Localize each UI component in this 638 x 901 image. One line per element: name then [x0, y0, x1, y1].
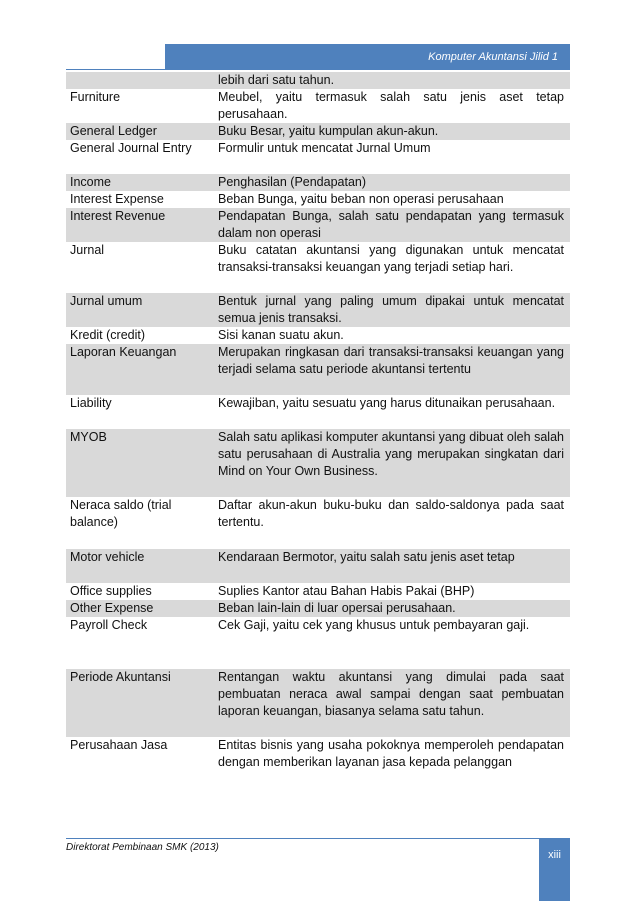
glossary-term: MYOB	[70, 430, 107, 444]
glossary-row	[66, 123, 570, 140]
header-divider	[66, 69, 570, 70]
glossary-definition: Meubel, yaitu termasuk salah satu jenis aset tetap perusahaan.	[218, 90, 564, 121]
glossary-definition: Kendaraan Bermotor, yaitu salah satu jenis aset tetap	[218, 550, 515, 564]
glossary-row	[66, 429, 570, 497]
glossary-term: Interest Revenue	[70, 209, 166, 223]
glossary-row	[66, 174, 570, 191]
glossary-row	[66, 583, 570, 600]
glossary-row	[66, 327, 570, 344]
glossary-row	[66, 293, 570, 327]
glossary-definition: Penghasilan (Pendapatan)	[218, 175, 367, 189]
glossary-term	[70, 72, 218, 89]
glossary-term: Laporan Keuangan	[70, 345, 177, 359]
glossary-definition: Buku Besar, yaitu kumpulan akun-akun.	[218, 124, 439, 138]
glossary-definition: Daftar akun-akun buku-buku dan saldo-saldonya pada saat tertentu.	[218, 498, 564, 529]
glossary-row	[66, 395, 570, 429]
glossary-definition: Cek Gaji, yaitu cek yang khusus untuk pembayaran gaji.	[218, 618, 530, 632]
glossary-row	[66, 737, 570, 788]
glossary-definition: Kewajiban, yaitu sesuatu yang harus ditunaikan perusahaan.	[218, 396, 556, 410]
glossary-table	[66, 72, 570, 788]
glossary-definition: Beban lain-lain di luar opersai perusahaan.	[218, 601, 456, 615]
glossary-definition: lebih dari satu tahun.	[218, 73, 335, 87]
header-title: Komputer Akuntansi Jilid 1	[428, 51, 558, 63]
page-header	[165, 44, 570, 70]
glossary-row	[66, 208, 570, 242]
glossary-definition: Buku catatan akuntansi yang digunakan untuk mencatat transaksi-transaksi keuangan yang terjadi setiap hari.	[218, 243, 564, 274]
footer-publisher: Direktorat Pembinaan SMK (2013)	[66, 842, 219, 853]
glossary-term: Office supplies	[70, 584, 152, 598]
glossary-term: Kredit (credit)	[70, 328, 146, 342]
glossary-term: Periode Akuntansi	[70, 670, 171, 684]
glossary-term: Perusahaan Jasa	[70, 738, 168, 752]
glossary-term: Jurnal	[70, 243, 105, 257]
glossary-definition: Entitas bisnis yang usaha pokoknya memperoleh pendapatan dengan memberikan layanan jasa kepada pelanggan	[218, 738, 564, 769]
glossary-term: Jurnal umum	[70, 294, 143, 308]
glossary-definition: Pendapatan Bunga, salah satu pendapatan yang termasuk dalam non operasi	[218, 209, 564, 240]
glossary-row	[66, 600, 570, 617]
glossary-term: Payroll Check	[70, 618, 148, 632]
glossary-row	[66, 140, 570, 174]
footer-divider	[66, 838, 539, 839]
glossary-row	[66, 669, 570, 737]
page-number: xiii	[548, 849, 561, 861]
glossary-row	[66, 617, 570, 669]
glossary-row	[66, 497, 570, 549]
glossary-definition: Beban Bunga, yaitu beban non operasi perusahaan	[218, 192, 504, 206]
glossary-term: Furniture	[70, 90, 121, 104]
glossary-term: Motor vehicle	[70, 550, 145, 564]
glossary-definition: Salah satu aplikasi komputer akuntansi yang dibuat oleh salah satu perusahaan di Australia yang merupakan singkatan dari Mind on Your Own Business.	[218, 430, 564, 478]
glossary-term: Interest Expense	[70, 192, 164, 206]
glossary-definition: Bentuk jurnal yang paling umum dipakai untuk mencatat semua jenis transaksi.	[218, 294, 564, 325]
glossary-definition: Merupakan ringkasan dari transaksi-transaksi keuangan yang terjadi selama satu periode akuntansi tertentu	[218, 345, 564, 376]
glossary-row	[66, 344, 570, 395]
glossary-row	[66, 242, 570, 293]
glossary-term: Liability	[70, 396, 112, 410]
glossary-definition: Rentangan waktu akuntansi yang dimulai pada saat pembuatan neraca awal sampai dengan saat pembuatan laporan keuangan, biasanya selama satu tahun.	[218, 670, 564, 718]
glossary-definition: Formulir untuk mencatat Jurnal Umum	[218, 141, 431, 155]
glossary-row	[66, 72, 570, 89]
glossary-row	[66, 191, 570, 208]
glossary-term: General Ledger	[70, 124, 157, 138]
page-number-tab	[539, 838, 570, 901]
glossary-row	[66, 549, 570, 583]
glossary-row	[66, 89, 570, 123]
glossary-term: General Journal Entry	[70, 141, 192, 155]
glossary-definition: Suplies Kantor atau Bahan Habis Pakai (BHP)	[218, 584, 475, 598]
glossary-definition: Sisi kanan suatu akun.	[218, 328, 344, 342]
glossary-term: Other Expense	[70, 601, 154, 615]
glossary-term: Income	[70, 175, 111, 189]
glossary-term: Neraca saldo (trial balance)	[70, 498, 172, 529]
